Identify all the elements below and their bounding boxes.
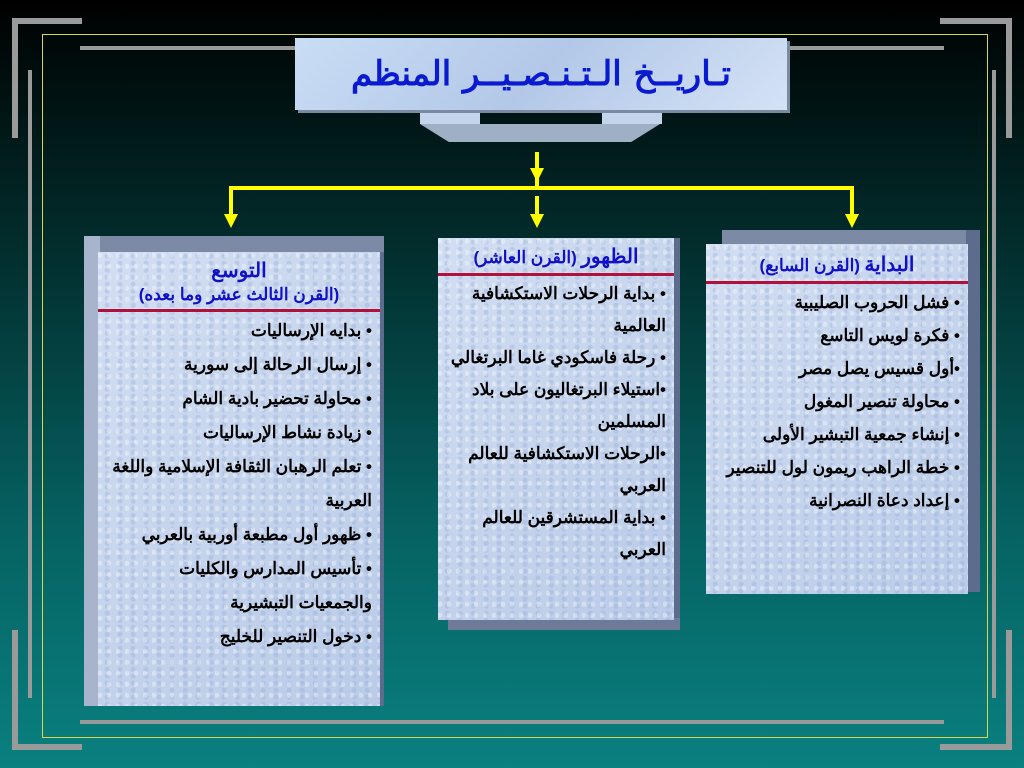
box-emergence (438, 238, 674, 620)
frame-line-bottom-right (940, 744, 1012, 750)
box-expansion-subtitle: (القرن الثالث عشر وما بعده) (138, 285, 340, 304)
frame-line-bottom-left-v (12, 630, 18, 750)
box-expansion-header (98, 252, 380, 305)
list-item: • إعداد دعاة النصرانية (809, 491, 960, 510)
list-item: • فكرة لويس التاسع (820, 326, 960, 345)
list-item: • محاولة تنصير المغول (803, 392, 960, 411)
connector-left (229, 186, 233, 216)
list-item: • تعلم الرهبان الثقافة الإسلامية واللغة العربية (112, 457, 372, 510)
frame-line-top-right-v (1006, 18, 1012, 138)
title-tab-right (602, 108, 662, 124)
list-item: •استيلاء البرتغاليون على بلاد المسلمين (472, 380, 666, 431)
list-item: •الرحلات الاستكشافية للعالم العربي (468, 444, 666, 495)
list-item: • بداية المستشرقين للعالم العربي (482, 508, 666, 559)
title-box (295, 38, 787, 110)
title-base (420, 124, 660, 142)
divider (438, 273, 674, 276)
divider (706, 281, 968, 284)
box-beginning-side-bevel (966, 230, 980, 592)
arrow-down-icon (530, 214, 544, 228)
box-emergence-list (438, 278, 674, 566)
box-beginning-list (706, 286, 968, 517)
list-item: • خطة الراهب ريمون لول للتنصير (726, 458, 960, 477)
box-emergence-subtitle: (القرن العاشر) (473, 248, 577, 267)
list-item: • دخول التنصير للخليج (219, 627, 372, 646)
box-expansion-top-bevel (84, 236, 384, 252)
box-beginning-title: البداية (864, 254, 915, 276)
frame-line-top-left (12, 18, 82, 24)
list-item: •أول قسيس يصل مصر (798, 359, 960, 378)
box-expansion (98, 252, 380, 706)
arrow-down-icon (530, 168, 544, 182)
list-item: • ظهور أول مطبعة أوربية بالعربي (141, 525, 372, 544)
list-item: • تأسيس المدارس والكليات والجمعيات التبشيرية (179, 559, 372, 612)
page-title: تـاريــخ الـتـنـصـيــر المنظم (350, 54, 732, 94)
connector-right (850, 186, 854, 216)
list-item: • فشل الحروب الصليبية (794, 293, 960, 312)
box-emergence-title: الظهور (581, 246, 639, 268)
list-item: • بدايه الإرساليات (250, 321, 372, 340)
frame-inner-left (28, 70, 32, 698)
arrow-down-icon (224, 214, 238, 228)
list-item: • بداية الرحلات الاستكشافية العالمية (471, 284, 666, 335)
box-beginning-top-bevel (722, 230, 980, 244)
list-item: • زيادة نشاط الإرساليات (202, 423, 372, 442)
frame-line-bottom-right-v (1006, 630, 1012, 750)
frame-line-bottom-left (12, 744, 82, 750)
box-beginning-header (706, 244, 968, 277)
box-beginning-subtitle: (القرن السابع) (759, 256, 860, 275)
title-tab-left (420, 108, 480, 124)
box-expansion-list (98, 314, 380, 654)
frame-line-top-left-v (12, 18, 18, 138)
divider (98, 309, 380, 312)
box-emergence-header (438, 238, 674, 269)
frame-line-top-right (940, 18, 1012, 24)
box-beginning (706, 244, 968, 594)
connector-horizontal (229, 186, 854, 190)
list-item: • محاولة تحضير بادية الشام (182, 389, 372, 408)
connector-center (535, 196, 539, 216)
list-item: • إنشاء جمعية التبشير الأولى (762, 425, 960, 444)
frame-inner-right (992, 70, 996, 698)
arrow-down-icon (845, 214, 859, 228)
list-item: • إرسال الرحالة إلى سورية (184, 355, 372, 374)
box-expansion-title: التوسع (211, 260, 267, 282)
list-item: • رحلة فاسكودي غاما البرتغالي (450, 348, 666, 367)
